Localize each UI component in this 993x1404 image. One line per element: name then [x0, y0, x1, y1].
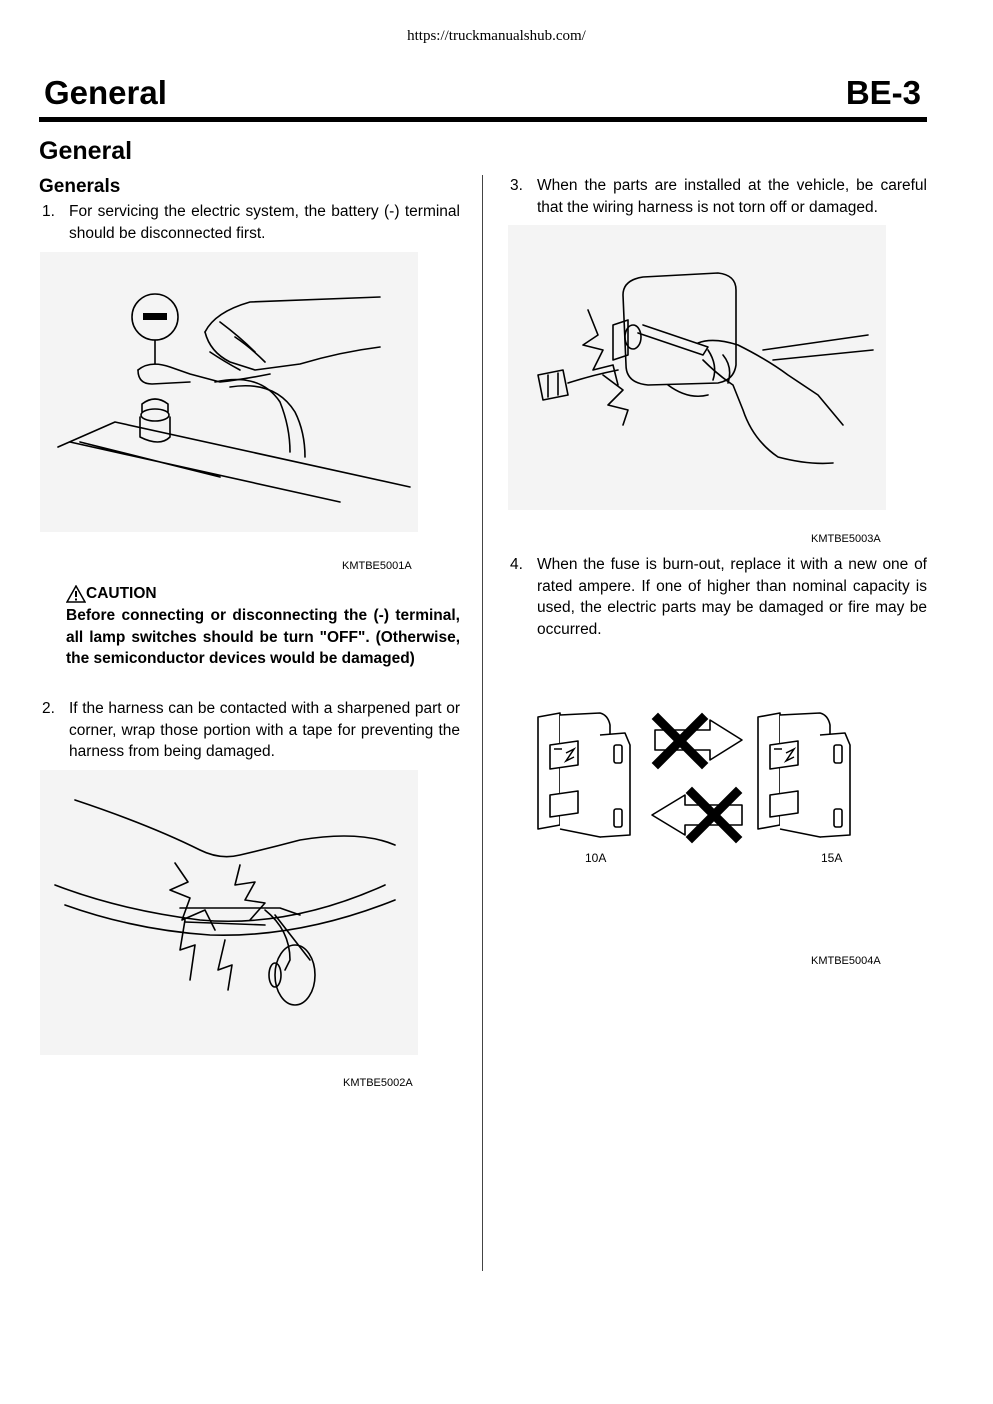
item-number: 3.	[510, 177, 523, 194]
item-number: 4.	[510, 556, 523, 573]
battery-terminal-figure	[40, 252, 418, 532]
item-text: When the parts are installed at the vehicle, be careful that the wiring harness is not torn off or damaged.	[537, 177, 927, 216]
list-item	[42, 698, 460, 764]
wiring-harness-figure	[508, 225, 886, 510]
item-number: 1.	[42, 203, 55, 220]
figure-caption: KMTBE5003A	[811, 533, 881, 545]
item-text: When the fuse is burn-out, replace it with a new one of rated ampere. If one of higher than nominal capacity is used, the electric parts may be damaged or fire may be occurred.	[537, 556, 927, 638]
fuse-comparison-figure	[530, 705, 865, 870]
subsection-title: Generals	[39, 176, 121, 197]
figure-caption: KMTBE5001A	[342, 560, 412, 572]
fuse-comparison-illustration	[530, 705, 865, 870]
harness-tape-illustration	[40, 770, 418, 1055]
figure-caption: KMTBE5002A	[343, 1077, 413, 1089]
list-item	[510, 554, 927, 642]
list-item	[42, 201, 460, 245]
page-code: BE-3	[845, 74, 921, 111]
item-text: For servicing the electric system, the battery (-) terminal should be disconnected first.	[69, 203, 460, 242]
header-rule	[39, 117, 927, 122]
header-title: General	[44, 74, 167, 111]
column-divider	[482, 175, 483, 1271]
caution-heading	[66, 585, 460, 603]
item-number: 2.	[42, 700, 55, 717]
source-url[interactable]: https://truckmanualshub.com/	[407, 28, 586, 44]
caution-text: Before connecting or disconnecting the (-) terminal, all lamp switches should be turn "OFF". (Otherwise, the semiconductor devices would be damaged)	[66, 607, 460, 667]
wiring-harness-illustration	[508, 225, 886, 510]
caution-label: CAUTION	[86, 585, 157, 602]
harness-tape-figure	[40, 770, 418, 1055]
list-item	[510, 175, 927, 219]
battery-terminal-illustration	[40, 252, 418, 532]
figure-caption: KMTBE5004A	[811, 955, 881, 967]
item-text: If the harness can be contacted with a sharpened part or corner, wrap those portion with a tape for preventing the harness from being damaged.	[69, 700, 460, 760]
fuse-label-left: 10A	[585, 851, 607, 865]
caution-box	[66, 585, 460, 670]
warning-icon	[66, 585, 86, 603]
fuse-label-right: 15A	[821, 851, 843, 865]
section-title: General	[39, 137, 133, 165]
